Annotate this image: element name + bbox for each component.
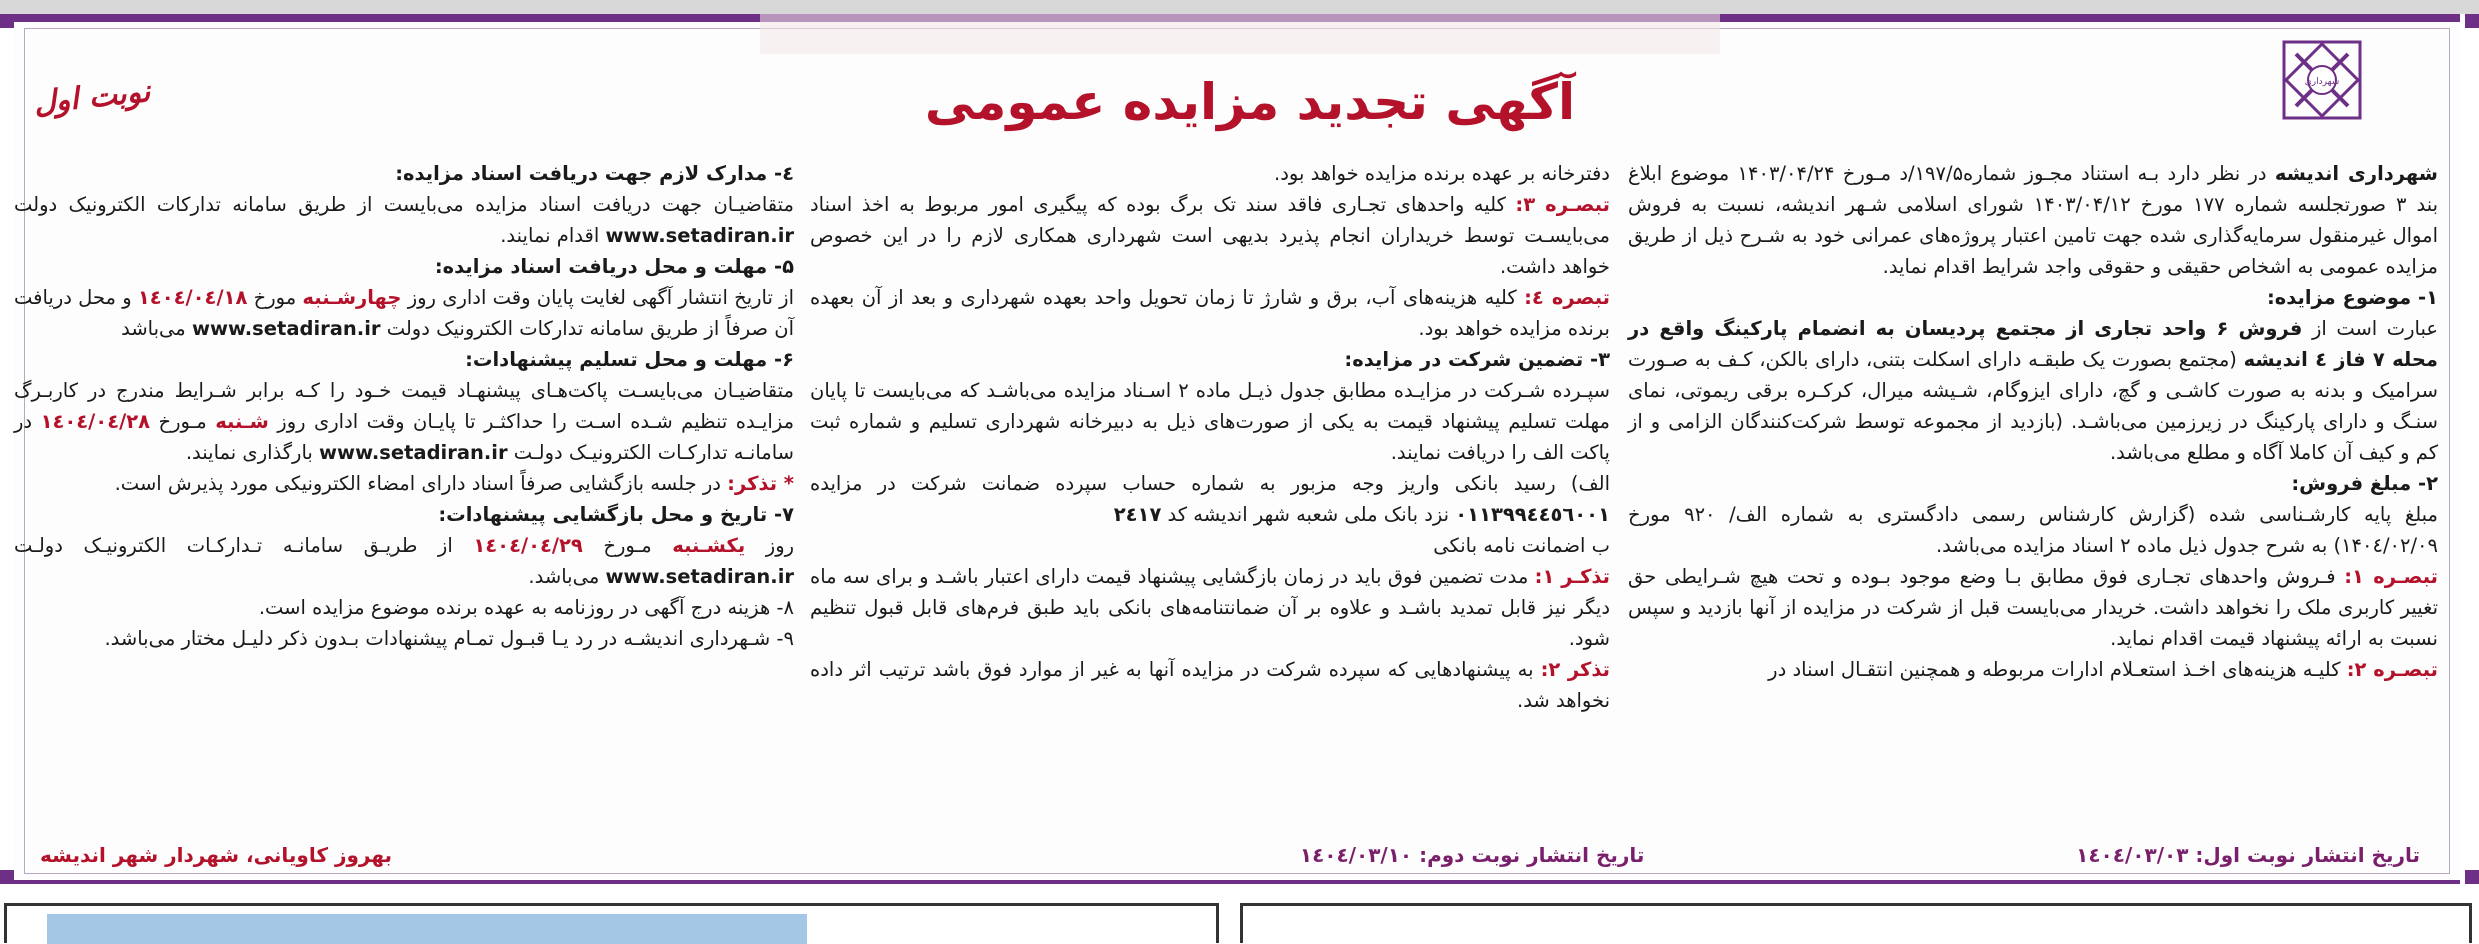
section-opening-heading: ۷- تاریخ و محل بازگشایی پیشنهادات: bbox=[438, 503, 794, 526]
section-guarantee-heading: ۳- تضمین شرکت در مزایده: bbox=[1344, 348, 1610, 371]
corner-mark bbox=[2465, 14, 2479, 28]
section-deadline-text: از تاریخ انتشار آگهی لغایت پایان وقت اداری روز چهارشـنبه مورخ ۱٤۰٤/۰٤/۱۸ و محل دریافت آن صرفاً از طریق سامانه تدارکات الکترونیک دولت www.setadiran.ir می‌باشد bbox=[14, 286, 794, 340]
section-ad-cost: ۸- هزینه درج آگهی در روزنامه به عهده برنده موضوع مزایده است. bbox=[258, 596, 794, 619]
watermark-band bbox=[760, 14, 1720, 54]
note-1: تبصـره ۱: فـروش واحدهای تجـاری فوق مطابق بـا وضع موجود بـوده و تحت هیچ شـرایطی حق تغییر کاربری ملک را نخواهد داشت. خریدار می‌بایست قبل از شرکت در مزایده از آنها بازدید و سپس نسبت به ارائه پیشنهاد قیمت اقدام نماید. bbox=[1628, 565, 2439, 650]
section-subject-text: عبارت است از فروش ۶ واحد تجاری از مجتمع پردیسان به انضمام پارکینگ واقع در محله ۷ فاز ٤ اندیشه (مجتمع بصورت یک طبقـه دارای اسکلت بتنی، دارای بالکن، کـف به صـورت سرامیک و بدنه به صورت کاشـی و گچ، دارای ایزوگام، شـیشه میرال، کرکـره برقی ریموتی، نمای سنـگ و دارای پارکینگ در زیرزمین می‌باشـد. (بازدید از مجموعه توسط شرکت‌کنندگان الزامی و از کم و کیف آن کاملا آگاه و مطلع می‌باشد. bbox=[1628, 317, 2439, 464]
section-opening-text: روز یکشـنبه مـورخ ۱٤۰٤/۰٤/۲۹ از طریـق سامانـه تـدارکـات الکترونیـک دولـت www.setadiran.ir می‌باشد. bbox=[14, 534, 795, 588]
section-submission-heading: ۶- مهلت و محل تسلیم پیشنهادات: bbox=[465, 348, 794, 371]
note-3: تبصـره ۳: کلیه واحدهای تجـاری فاقد سند تک برگ بوده که پیگیری امور مربوط به اخذ اسناد می‌بایسـت توسط خریداران انجام پذیرد بدیهی است شهرداری همکاری لازم را در این خصوص خواهد داشت. bbox=[810, 193, 1610, 278]
section-deadline-heading: ۵- مهلت و محل دریافت اسناد مزایده: bbox=[434, 255, 794, 278]
corner-mark bbox=[2465, 870, 2479, 884]
column-left bbox=[14, 158, 794, 654]
reminder-2: تذکر ۲: به پیشنهادهایی که سپرده شرکت در مزایده آنها به غیر از موارد فوق باشد ترتیب اثر داده نخواهد شد. bbox=[810, 658, 1610, 712]
corner-mark bbox=[0, 14, 14, 28]
top-strip bbox=[0, 0, 2479, 14]
section-documents-text: متقاضیـان جهت دریافت اسناد مزایده می‌بایست از طریق سامانه تدارکات الکترونیک دولت www.setadiran.ir اقدام نمایند. bbox=[14, 193, 794, 247]
neighbor-ad-right bbox=[1240, 903, 2472, 943]
website-link[interactable]: www.setadiran.ir bbox=[319, 441, 508, 464]
intro-paragraph: شهرداری اندیشه در نظر دارد بـه استناد مجـوز شماره۱۹۷/۵/د مـورخ ۱۴۰۳/۰۴/۲۴ موضوع ابلاغ بند ۳ صورتجلسه شماره ۱۷۷ مورخ ۱۴۰۳/۰۴/۱۲ شورای اسلامی شـهر اندیشه، نسبت به فروش اموال غیرمنقول سرمایه‌گذاری شده جهت تامین اعتبار پروژه‌های عمرانی خود به شـرح ذیل از طریق مزایده عمومی به اشخاص حقیقی و حقوقی واجد شرایط اقدام نماید. bbox=[1628, 162, 2439, 278]
section-price-heading: ۲- مبلغ فروش: bbox=[2291, 472, 2438, 495]
section-price-text: مبلغ پایه کارشـناسی شده (گزارش کارشناس رسمی دادگستری به شماره الف/ ۹۲۰ مورخ ۱۴۰٤/۰۲/۰۹) به شرح جدول ذیل ماده ۲ اسناد مزایده می‌باشد. bbox=[1628, 503, 2438, 557]
website-link[interactable]: www.setadiran.ir bbox=[605, 224, 794, 247]
note-2-continued: دفترخانه بر عهده برنده مزایده خواهد بود. bbox=[1274, 162, 1610, 185]
municipality-logo-icon bbox=[2282, 40, 2362, 120]
svg-text:شهرداری: شهرداری bbox=[2304, 77, 2340, 87]
website-link[interactable]: www.setadiran.ir bbox=[605, 565, 794, 588]
neighbor-ad-left bbox=[4, 903, 1219, 943]
ad-title: آگهی تجدید مزایده عمومی bbox=[924, 73, 1576, 131]
section-rejection-right: ۹- شـهرداری اندیشـه در رد یـا قبـول تمـام پیشنهادات بـدون ذکر دلیـل مختار می‌باشد. bbox=[104, 627, 794, 650]
signature-note: * تذکر: در جلسه بازگشایی صرفاً اسناد دارای امضاء الکترونیکی مورد پذیرش است. bbox=[114, 472, 794, 495]
guarantee-option-b: ب اضمانت نامه بانکی bbox=[1433, 534, 1610, 557]
note-4: تبصره ٤: کلیه هزینه‌های آب، برق و شارژ تا زمان تحویل واحد بعهده شهرداری و بعد از آن بعهده برنده مزایده خواهد بود. bbox=[810, 286, 1610, 340]
column-middle bbox=[810, 158, 1610, 716]
column-right bbox=[1628, 158, 2438, 685]
section-documents-heading: ٤- مدارک لازم جهت دریافت اسناد مزایده: bbox=[395, 162, 794, 185]
reminder-1: تذکـر ۱: مدت تضمین فوق باید در زمان بازگشایی پیشنهاد قیمت دارای اعتبار باشـد و برای سه ماه دیگر نیز قابل تمدید باشـد و علاوه بر آن ضمانتنامه‌های بانکی باید طبق فرم‌های قابل قبول تنظیم شود. bbox=[810, 565, 1610, 650]
section-submission-text: متقاضیـان می‌بایسـت پاکت‌هـای پیشنهـاد قیمت خـود را کـه برابر شـرایط مندرج در کاربـرگ مزایـده تنظیم شـده اسـت را حداکثـر تا پایـان وقت اداری روز شـنبه مـورخ ۱٤۰٤/۰٤/۲۸ در سامانـه تدارکـات الکترونیـک دولـت www.setadiran.ir بارگذاری نمایند. bbox=[14, 379, 795, 464]
publication-dates: تاریخ انتشار نوبت اول: ۱٤۰٤/۰۳/۰۳ تاریخ انتشار نوبت دوم: ۱٤۰٤/۰۳/۱۰ bbox=[1299, 843, 2420, 867]
corner-mark bbox=[0, 870, 14, 884]
signer: بهروز کاویانی، شهردار شهر اندیشه bbox=[40, 843, 393, 867]
guarantee-option-a: الف) رسید بانکی واریز وجه مزبور به شماره حساب سپرده ضمانت شرکت در مزایده ۰۱۱۳۹۹٤٤٥٦۰۰۱ نزد بانک ملی شعبه شهر اندیشه کد ۲٤۱۷ bbox=[810, 472, 1610, 526]
section-subject-heading: ۱- موضوع مزایده: bbox=[2266, 286, 2438, 309]
stamp-first-round: نوبت اول bbox=[32, 73, 152, 122]
section-guarantee-text: سپـرده شـرکت در مزایـده مطابق جدول ذیـل ماده ۲ اسـناد مزایده می‌باشـد که می‌بایست تا پایان مهلت تسلیم پیشنهاد قیمت به یکی از صورت‌های ذیل به دبیرخانه شهرداری تسلیم و شماره ثبت پاکت الف را دریافت نمایند. bbox=[810, 379, 1610, 464]
note-2: تبصـره ۲: کلیـه هزینه‌های اخـذ استعـلام ادارات مربوطه و همچنین انتقـال اسناد در bbox=[1768, 658, 2438, 681]
website-link[interactable]: www.setadiran.ir bbox=[191, 317, 381, 340]
